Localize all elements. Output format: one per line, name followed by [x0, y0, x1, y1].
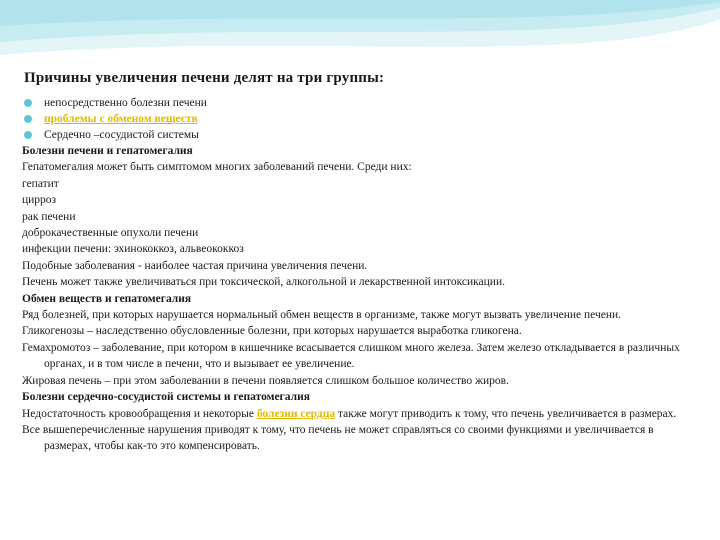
paragraph-text: Недостаточность кровообращения и некоторые: [22, 407, 257, 420]
list-item: доброкачественные опухоли печени: [22, 227, 199, 240]
bullet-text: Сердечно –сосудистой системы: [44, 129, 199, 141]
heart-disease-link[interactable]: болезни сердца: [256, 407, 336, 420]
paragraph: Гепатомегалия может быть симптомом многих заболеваний печени. Среди них:: [22, 161, 412, 174]
bullet-item: [22, 127, 702, 143]
paragraph: Печень может также увеличиваться при токсической, алкогольной и лекарственной интоксикации.: [22, 276, 505, 289]
paragraph: Гликогенозы – наследственно обусловленные болезни, при которых нарушается выработка гликогена.: [22, 325, 522, 338]
section-title: Болезни сердечно-сосудистой системы и гепатомегалия: [22, 391, 310, 404]
bullet-list: [22, 95, 702, 143]
bullet-item: [22, 95, 702, 111]
paragraph: Все вышеперечисленные нарушения приводят к тому, что печень не может справляться со своими функциями и увеличивается в размерах, чтобы как-то это компенсировать.: [22, 423, 654, 453]
paragraph: [22, 406, 702, 422]
metabolism-link[interactable]: проблемы с обменом веществ: [44, 113, 198, 125]
paragraph: Жировая печень – при этом заболевании в печени появляется слишком большое количество жиров.: [22, 374, 509, 387]
list-item: рак печени: [22, 210, 76, 223]
bullet-dot-icon: [24, 131, 32, 139]
bullet-dot-icon: [24, 99, 32, 107]
list-item: инфекции печени: эхинококкоз, альвеококкоз: [22, 243, 244, 256]
paragraph-text: также могут приводить к тому, что печень увеличивается в размерах.: [335, 407, 677, 420]
bullet-item: [22, 111, 702, 127]
paragraph: Ряд болезней, при которых нарушается нормальный обмен веществ в организме, также могут вызвать увеличение печени.: [22, 309, 622, 322]
list-item: гепатит: [22, 177, 59, 190]
paragraph: Гемахромотоз – заболевание, при котором в кишечнике всасывается слишком много железа. Затем железо откладывается в различных органах, и в том числе в печени, что и вызывает ее увеличение.: [22, 341, 680, 371]
section-title: Болезни печени и гепатомегалия: [22, 145, 193, 157]
slide-content: [22, 70, 702, 455]
bullet-dot-icon: [24, 115, 32, 123]
section-title: Обмен веществ и гепатомегалия: [22, 292, 192, 305]
slide-heading: Причины увеличения печени делят на три группы:: [24, 70, 385, 86]
bullet-text: непосредственно болезни печени: [44, 97, 207, 109]
list-item: цирроз: [22, 194, 57, 207]
paragraph: Подобные заболевания - наиболее частая причина увеличения печени.: [22, 259, 368, 272]
